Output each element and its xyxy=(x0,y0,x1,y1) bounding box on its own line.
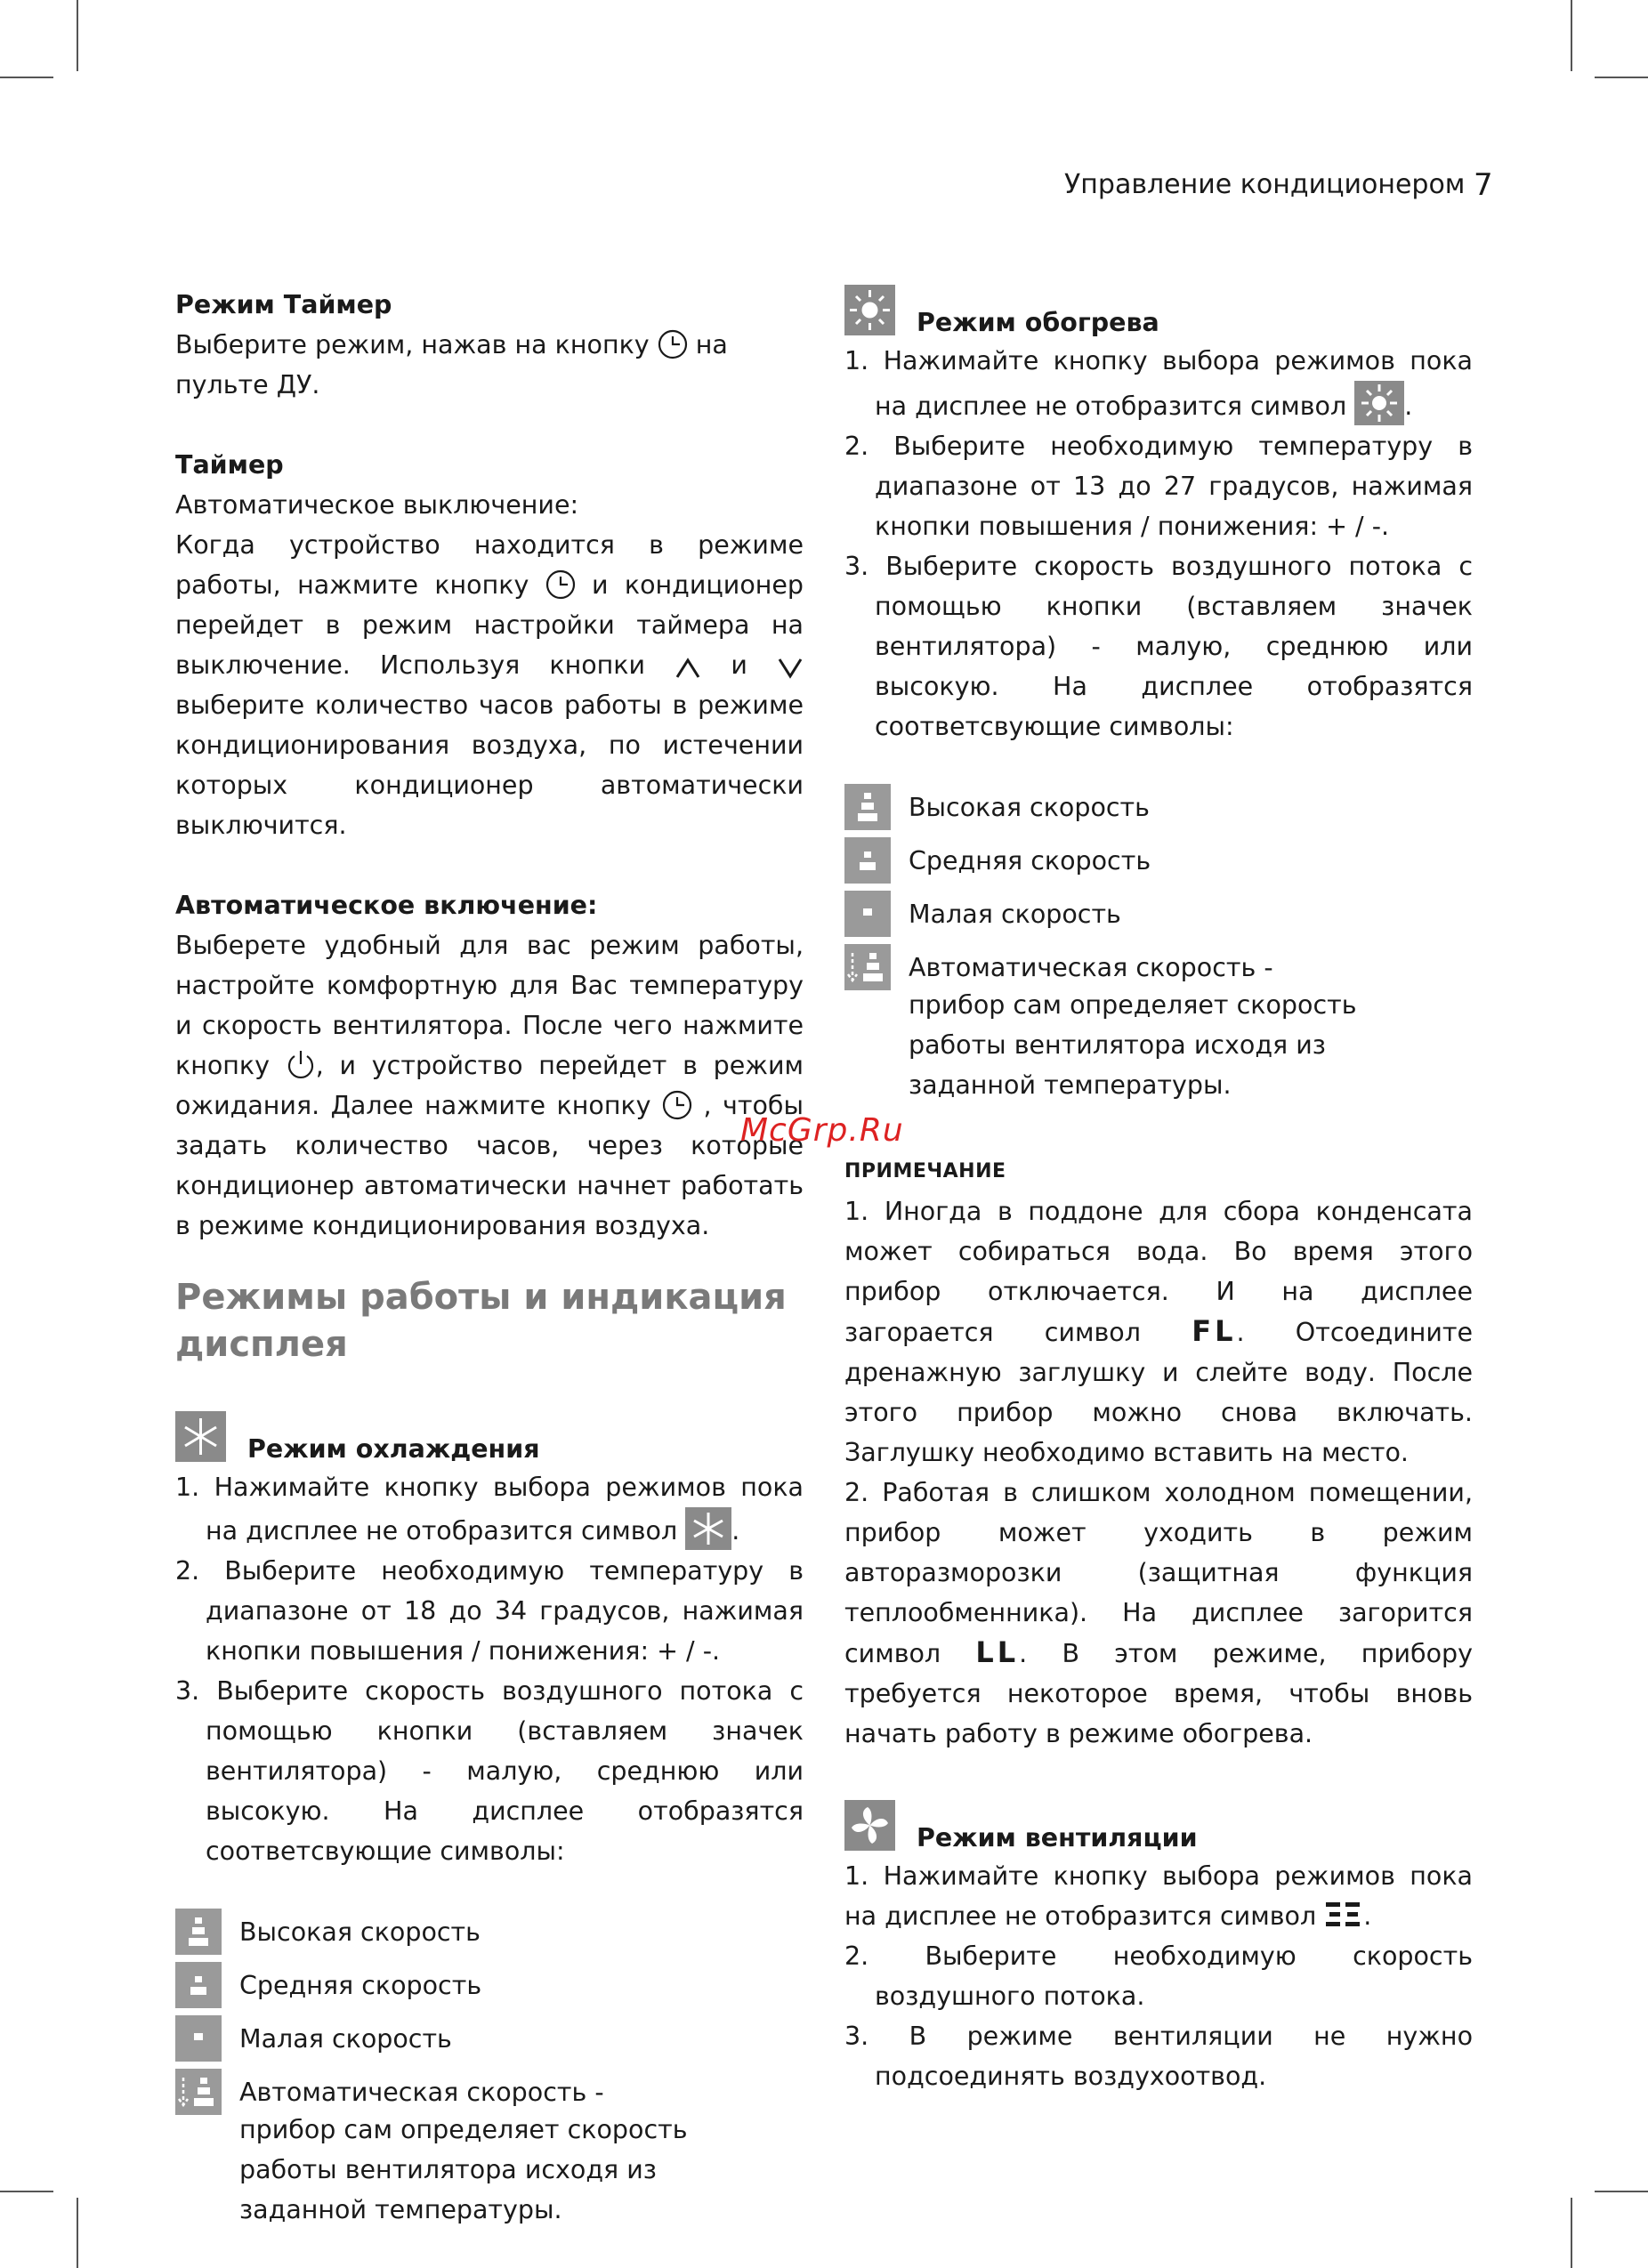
text: . В этом режиме, прибору требуется некоторое время, чтобы вновь начать работу в режиме обогрева. xyxy=(844,1639,1473,1748)
fan-speed-high-icon xyxy=(175,1909,222,1955)
fan-step-1 xyxy=(844,1856,1473,1936)
fan-symbol-icon xyxy=(1324,1899,1363,1931)
ft-symbol: FL xyxy=(1192,1314,1237,1348)
speed-label: Малая скорость xyxy=(239,2023,452,2054)
text: 1. Иногда в поддоне для сбора конденсата может собираться вода. Во время этого прибор отключается. И на дисплее загорается символ xyxy=(844,1197,1473,1347)
text: 1. Нажимайте кнопку выбора режимов пока на дисплее не отобразится символ xyxy=(844,346,1473,421)
text: выберите количество часов работы в режиме кондиционирования воздуха, по истечении которых кондиционер автоматически выключится. xyxy=(175,690,804,840)
text: , чтобы задать количество часов, через которые кондиционер автоматически начнет работать в режиме кондиционирования воздуха. xyxy=(175,1091,804,1240)
speed-label: Высокая скорость xyxy=(239,1917,481,1947)
snowflake-icon xyxy=(685,1507,731,1550)
heat-steps xyxy=(844,341,1473,747)
list-item xyxy=(844,887,1473,940)
list-item xyxy=(175,1905,804,1958)
text: . xyxy=(1363,1901,1372,1931)
text: 1. Нажимайте кнопку выбора режимов пока на дисплее не отобразится символ xyxy=(844,1861,1473,1931)
right-column xyxy=(844,285,1473,2096)
crop-mark xyxy=(1595,2191,1648,2192)
fan-speed-low-icon xyxy=(844,891,891,937)
speed-label: Средняя скорость xyxy=(239,1970,482,2000)
fan-speed-auto-icon xyxy=(175,2069,222,2115)
sun-icon xyxy=(844,285,895,335)
power-icon xyxy=(286,1048,316,1080)
text: . Отсоедините дренажную заглушку и слейте воду. После этого прибор можно снова включать. Заглушку необходимо вставить на место. xyxy=(844,1318,1474,1467)
auto-off-text xyxy=(175,525,804,845)
list-item: 2. Выберите необходимую температуру в диапазоне от 13 до 27 градусов, нажимая кнопки повышения / понижения: + / -. xyxy=(844,432,1473,541)
snowflake-icon xyxy=(175,1411,226,1462)
text: Выберете удобный для вас режим работы, настройте комфортную для Вас температуру и скорость вентилятора. После чего нажмите кнопку xyxy=(175,931,804,1080)
fan-speed-low-icon xyxy=(175,2015,222,2062)
text: 2. Работая в слишком холодном помещении, прибор может уходить в режим авторазморозки (защитная функция теплообменника). На дисплее загорится символ xyxy=(844,1478,1473,1668)
clock-icon xyxy=(662,1090,692,1120)
heat-mode-header xyxy=(844,285,1473,335)
lt-symbol: LL xyxy=(975,1635,1020,1669)
fan-icon xyxy=(844,1800,895,1851)
list-item: 2. Выберите необходимую скорость воздушного потока. xyxy=(844,1941,1473,2011)
speed-label: Средняя скорость xyxy=(909,845,1151,876)
list-item xyxy=(175,1467,804,1551)
cool-mode-title: Режим охлаждения xyxy=(247,1434,540,1464)
auto-off-title: Автоматическое выключение: xyxy=(175,490,579,520)
crop-mark xyxy=(0,2191,53,2192)
sun-icon xyxy=(1354,381,1404,425)
auto-on-title: Автоматическое включение: xyxy=(175,891,598,920)
running-title: Управление кондиционером xyxy=(1064,169,1466,200)
fan-speed-high-icon xyxy=(844,784,891,830)
speed-list xyxy=(175,1905,804,2119)
note-title: ПРИМЕЧАНИЕ xyxy=(844,1160,1006,1182)
page-number: 7 xyxy=(1474,167,1493,203)
speed-auto-desc: прибор сам определяет скорость работы вентилятора исходя из заданной температуры. xyxy=(909,990,1357,1100)
fan-speed-auto-icon xyxy=(844,944,891,990)
clock-icon xyxy=(545,569,576,600)
note-2 xyxy=(844,1473,1473,1754)
heat-mode-title: Режим обогрева xyxy=(917,308,1159,337)
watermark: McGrp.Ru xyxy=(740,1112,904,1149)
speed-label: Малая скорость xyxy=(909,899,1121,929)
chevron-up-icon xyxy=(675,657,701,680)
list-item xyxy=(175,1958,804,2012)
cool-steps xyxy=(175,1467,804,1871)
list-item xyxy=(175,2012,804,2065)
text: . xyxy=(1404,391,1413,421)
text: 1. Нажимайте кнопку выбора режимов пока на дисплее не отобразится символ xyxy=(175,1473,804,1546)
list-item xyxy=(844,834,1473,887)
list-item xyxy=(844,780,1473,834)
list-item: 3. В режиме вентиляции не нужно подсоединять воздухоотвод. xyxy=(844,2022,1473,2091)
speed-auto-desc: прибор сам определяет скорость работы вентилятора исходя из заданной температуры. xyxy=(239,2115,688,2224)
speed-label: Высокая скорость xyxy=(909,792,1150,822)
crop-mark xyxy=(1571,0,1572,71)
speed-label: Автоматическая скорость - xyxy=(239,2077,604,2107)
text: Выберите режим, нажав на кнопку xyxy=(175,330,650,359)
fan-steps xyxy=(844,1936,1473,2096)
clock-icon xyxy=(658,329,688,359)
note-1 xyxy=(844,1191,1473,1473)
speed-label: Автоматическая скорость - xyxy=(909,952,1273,982)
cool-mode-header xyxy=(175,1411,804,1462)
text: на пульте ДУ. xyxy=(175,330,728,400)
section-title: Режимы работы и индикация дисплея xyxy=(175,1277,787,1365)
fan-speed-medium-icon xyxy=(844,837,891,884)
text: , и устройство перейдет в режим ожидания. Далее нажмите кнопку xyxy=(175,1051,804,1120)
left-column xyxy=(175,285,804,2230)
crop-mark xyxy=(77,0,78,71)
text: и xyxy=(731,650,747,680)
crop-mark xyxy=(1571,2198,1572,2268)
list-item: 3. Выберите скорость воздушного потока с помощью кнопки (вставляем значек вентилятора) - малую, среднюю или высокую. На дисплее отобразятся соответсвующие символы: xyxy=(844,552,1473,741)
text: и кондиционер перейдет в режим настройки таймера на выключение. Используя кнопки xyxy=(175,570,804,680)
chevron-down-icon xyxy=(777,657,804,680)
crop-mark xyxy=(77,2198,78,2268)
timer-title: Таймер xyxy=(175,450,284,480)
list-item: 2. Выберите необходимую температуру в диапазоне от 18 до 34 градусов, нажимая кнопки повышения / понижения: + / -. xyxy=(175,1556,804,1666)
crop-mark xyxy=(0,77,53,78)
fan-speed-medium-icon xyxy=(175,1962,222,2008)
timer-mode-title: Режим Таймер xyxy=(175,290,392,319)
text: Когда устройство находится в режиме работы, нажмите кнопку xyxy=(175,530,804,600)
list-item: 3. Выберите скорость воздушного потока с помощью кнопки (вставляем значек вентилятора) - малую, среднюю или высокую. На дисплее отобразятся соответсвующие символы: xyxy=(175,1676,804,1866)
timer-mode-text xyxy=(175,325,804,405)
crop-mark xyxy=(1595,77,1648,78)
page-header xyxy=(1059,165,1504,210)
list-item xyxy=(844,341,1473,426)
speed-list xyxy=(844,780,1473,994)
auto-on-text xyxy=(175,925,804,1246)
text: . xyxy=(731,1516,740,1546)
fan-mode-header xyxy=(844,1800,1473,1851)
fan-mode-title: Режим вентиляции xyxy=(917,1823,1198,1852)
